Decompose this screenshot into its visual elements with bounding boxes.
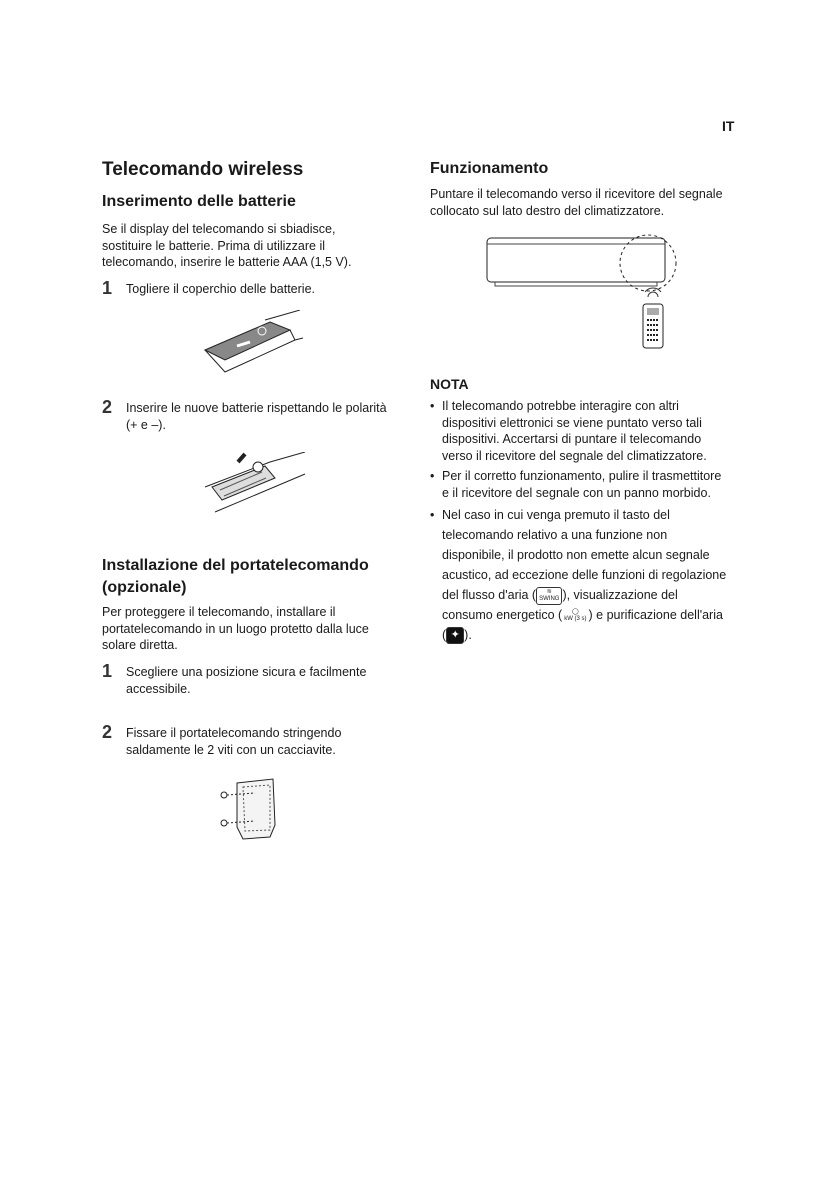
step-number: 1 bbox=[102, 661, 113, 681]
step-number: 2 bbox=[102, 397, 113, 417]
note-title: NOTA bbox=[430, 376, 469, 392]
step-text: Scegliere una posizione sicura e facilmente accessibile. bbox=[126, 665, 367, 696]
note-item bbox=[430, 505, 730, 645]
step-text: Fissare il portatelecomando stringendo saldamente le 2 viti con un cacciavite. bbox=[126, 726, 342, 757]
note-text: ) e purificazione dell'aria ( bbox=[442, 608, 723, 642]
battery-cover-illustration bbox=[195, 310, 305, 380]
step-number: 1 bbox=[102, 278, 113, 298]
page-title: Telecomando wireless bbox=[102, 159, 304, 180]
swing-label: SWING bbox=[539, 595, 560, 602]
step-number: 2 bbox=[102, 722, 113, 742]
battery-insert-illustration bbox=[200, 452, 310, 517]
holder-heading: Installazione del portatelecomando (opzionale) bbox=[102, 557, 369, 596]
energy-display-icon: ◯ kW (3 s) bbox=[564, 608, 587, 622]
swing-icon: ≋ SWING bbox=[536, 587, 562, 605]
note-item: • Per il corretto funzionamento, pulire il trasmettitore e il ricevitore del segnale con un panno morbido. bbox=[430, 468, 730, 501]
battery-intro: Se il display del telecomando si sbiadisce, sostituire le batterie. Prima di utilizzare il telecomando, inserire le batterie AAA (1,5 V). bbox=[102, 222, 352, 269]
holder-intro: Per proteggere il telecomando, installare il portatelecomando in un luogo protetto dalla luce solare diretta. bbox=[102, 605, 369, 652]
operation-heading: Funzionamento bbox=[430, 160, 549, 177]
air-purification-icon: ✦ bbox=[446, 627, 464, 644]
note-text: ). bbox=[464, 628, 472, 642]
step-text: Inserire le nuove batterie rispettando le polarità (+ e –). bbox=[126, 401, 387, 432]
step-text: Togliere il coperchio delle batterie. bbox=[126, 282, 315, 296]
battery-heading: Inserimento delle batterie bbox=[102, 193, 296, 210]
note-text: ), visualizzazione del consumo energetico ( bbox=[442, 588, 678, 622]
language-code: IT bbox=[722, 118, 735, 134]
operation-intro: Puntare il telecomando verso il ricevitore del segnale collocato sul lato destro del climatizzatore. bbox=[430, 187, 723, 218]
air-conditioner-illustration bbox=[485, 228, 685, 353]
note-text: Nel caso in cui venga premuto il tasto del telecomando relativo a una funzione non disponibile, il prodotto non emette alcun segnale acustico, ad eccezione delle funzioni di regolazione del flusso d'aria ( bbox=[442, 508, 727, 602]
note-item: • Il telecomando potrebbe interagire con altri dispositivi elettronici se viene puntato verso tali dispositivi. Accertarsi di puntare il telecomando verso il ricevitore del segnale del climatizzatore. bbox=[430, 398, 730, 464]
note-list bbox=[430, 398, 730, 649]
remote-holder-illustration bbox=[215, 775, 285, 845]
kw-label: kW (3 s) bbox=[564, 615, 587, 622]
